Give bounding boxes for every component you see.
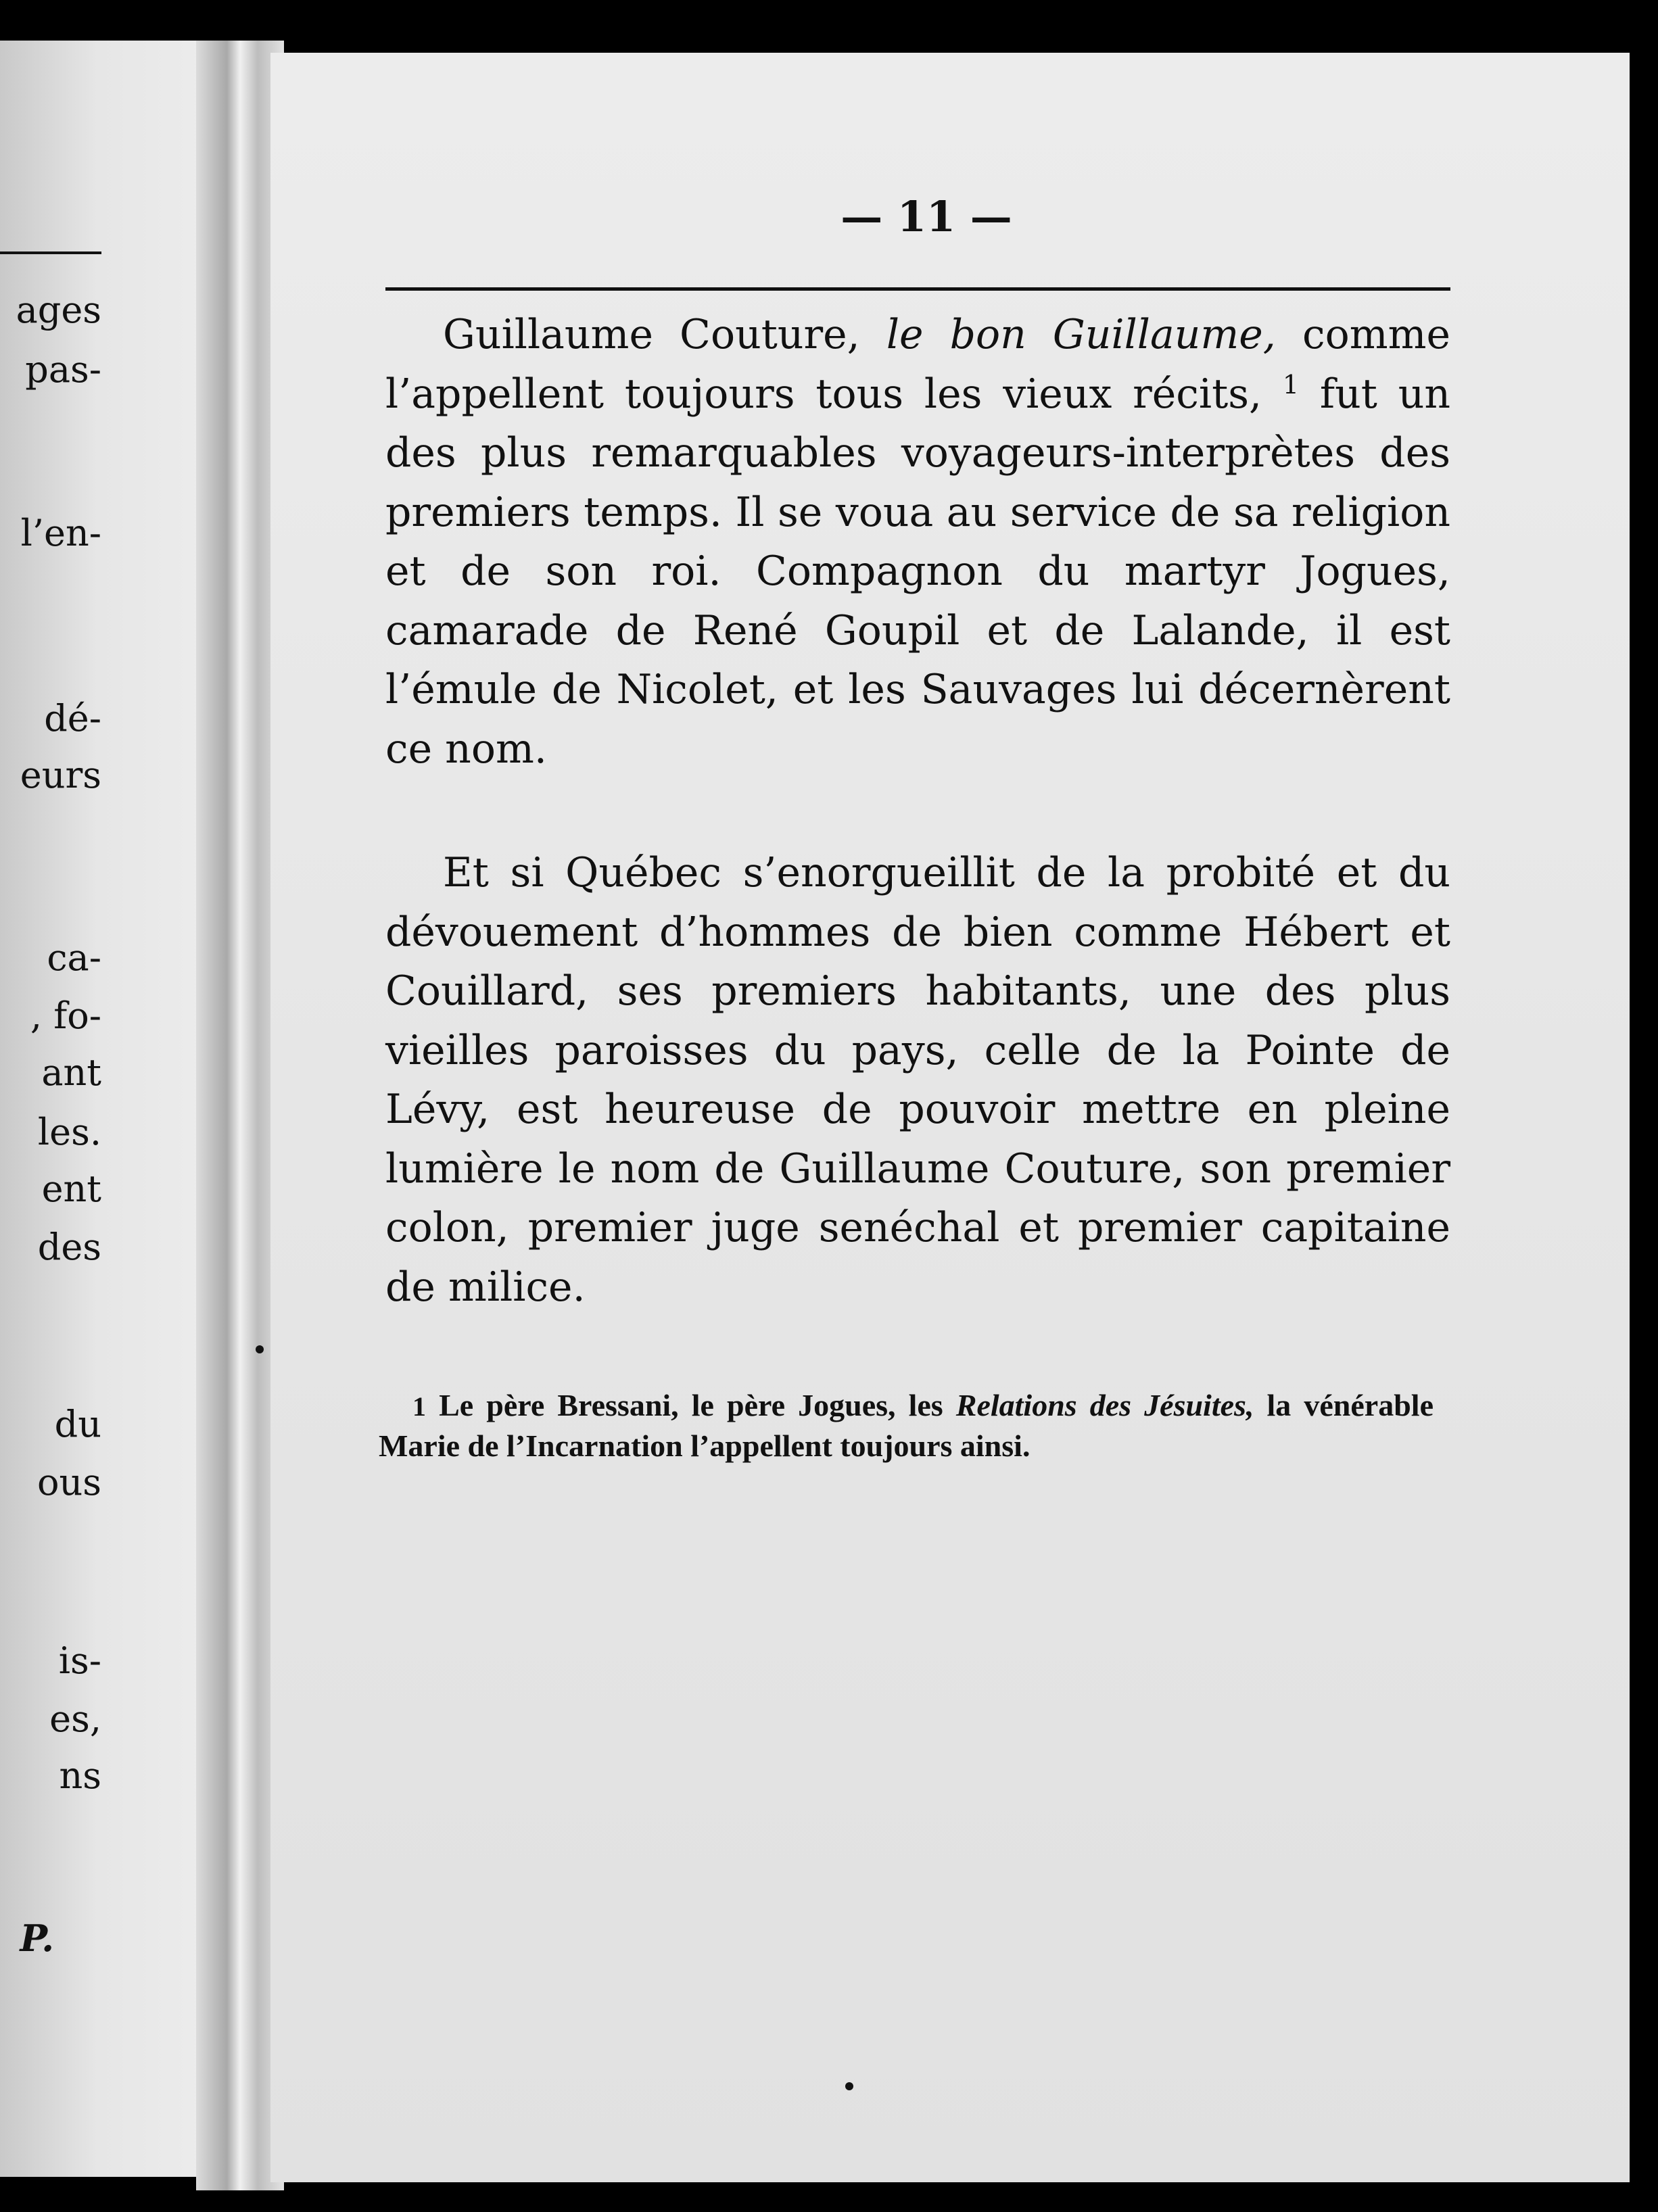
left-fragment: ca-: [47, 936, 101, 979]
ink-speck: [256, 1345, 264, 1353]
footnote-text-b: la vénérable Marie de l’Incarnation l’appellent toujours ainsi.: [379, 1388, 1434, 1463]
footnote-reference: 1: [1282, 369, 1300, 400]
p1-text-b: comme l’appellent toujours tous les vieux récits,: [385, 311, 1450, 418]
left-fragment: du: [54, 1403, 101, 1445]
left-fragment: ant: [41, 1051, 101, 1094]
footnote: [379, 1386, 1434, 1466]
left-fragment: is-: [58, 1639, 101, 1682]
left-fragment: des: [37, 1226, 101, 1268]
left-fragment: les.: [37, 1111, 101, 1153]
left-fragment: dé-: [44, 697, 101, 740]
left-fragment: ous: [37, 1461, 101, 1504]
p1-italic: le bon Guillaume,: [886, 311, 1276, 358]
footnote-italic: Relations des Jésuites,: [955, 1388, 1254, 1422]
left-page-rule: [0, 251, 101, 254]
p1-text-c: fut un des plus remarquables voyageurs-interprètes des premiers temps. Il se voua au service de sa religion et de son roi. Compagnon du martyr Jogues, camarade de René Goupil et de Lalande, il est l’émule de Nicolet, et les Sauvages lui décernèrent ce nom.: [385, 370, 1451, 773]
paragraph-1: [385, 306, 1450, 779]
left-fragment: es,: [49, 1698, 101, 1740]
p1-text-a: Guillaume Couture,: [443, 311, 886, 358]
left-fragment: pas-: [25, 348, 101, 391]
footnote-mark: 1: [412, 1391, 426, 1422]
footnote-text-a: Le père Bressani, le père Jogues, les: [426, 1388, 956, 1422]
left-fragment: ent: [41, 1168, 101, 1210]
left-fragment: , fo-: [30, 994, 101, 1037]
left-fragment: ns: [59, 1754, 101, 1797]
page-number: — 11 —: [840, 192, 1012, 241]
left-fragment: l’en-: [20, 512, 101, 554]
left-fragment: P.: [20, 1917, 54, 1960]
paragraph-2: Et si Québec s’enorgueillit de la probité et du dévouement d’hommes de bien comme Hébert et Couillard, ses premiers habitants, une des plus vieilles paroisses du pays, celle de la Pointe de Lévy, est heureuse de pouvoir mettre en pleine lumière le nom de Guillaume Couture, son premier colon, premier juge senéchal et premier capitaine de milice.: [385, 849, 1450, 1311]
left-fragment: ages: [16, 289, 101, 331]
header-rule: [385, 287, 1450, 291]
ink-speck: [845, 2082, 853, 2090]
left-fragment: eurs: [20, 754, 101, 796]
